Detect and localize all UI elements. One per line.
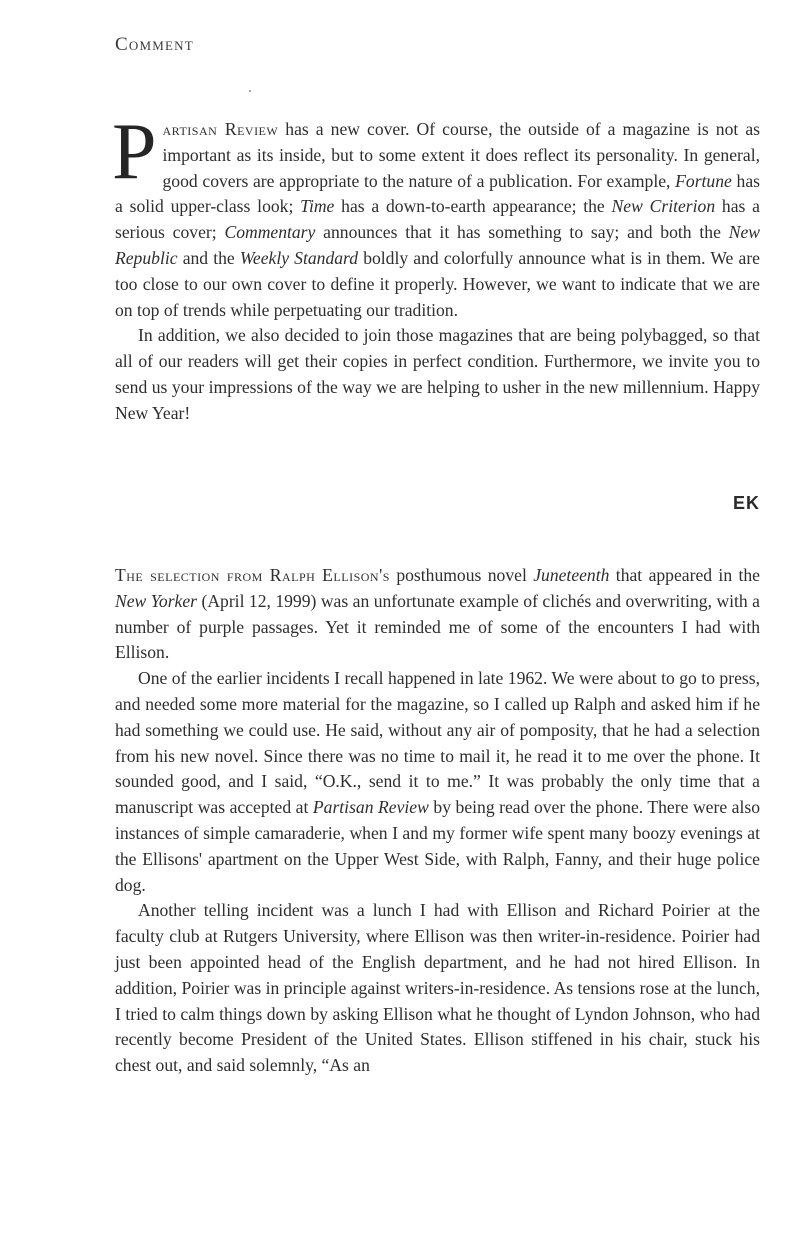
lead-in: The selection from Ralph Ellison's	[115, 565, 390, 585]
paragraph-2: In addition, we also decided to join those magazines that are being polybagged, so that all of our readers will get their copies in perfect condition. Furthermore, we invite you to send us your impressions of the way we are helping to usher in the new millennium. Happy New Year!	[115, 325, 760, 423]
text-run: posthumous novel	[389, 565, 534, 585]
text-run: has a new cover. Of course, the outside of a magazine is not as important as its inside, but to some extent it does reflect its personality. In general, good covers are appropriate to the nature of a publication. For example,	[162, 119, 760, 191]
title-new-criterion: New Criterion	[611, 196, 716, 217]
title-weekly-standard: Weekly Standard	[239, 247, 359, 268]
title-time: Time	[300, 196, 335, 217]
title-fortune: Fortune	[675, 170, 732, 191]
text-run: has a solid upper-class look;	[115, 170, 760, 217]
title-commentary: Commentary	[224, 222, 316, 243]
text-run: by being read over the phone. There were also instances of simple camaraderie, when I and my former wife spent many boozy evenings at the Ellisons' apartment on the Upper West Side, with Ralph, Fanny, and their huge police dog.	[115, 797, 761, 895]
text-run: has a down-to-earth appearance; the	[334, 196, 612, 217]
text-run: (April 12, 1999) was an unfortunate example of clichés and overwriting, with a number of purple passages. Yet it reminded me of some of the encounters I had with Ellison.	[115, 590, 760, 663]
text-run: announces that it has something to say; and both the	[315, 222, 729, 243]
drop-cap: P	[112, 108, 157, 196]
running-head: Comment	[115, 34, 194, 55]
editorial-comment-2	[115, 563, 760, 1079]
text-run: and the	[177, 247, 240, 268]
title-new-yorker: New Yorker	[115, 590, 198, 611]
author-initials: EK	[732, 493, 760, 513]
paragraph-1	[115, 563, 760, 666]
paragraph-2	[115, 666, 760, 898]
text-run: boldly and colorfully announce what is in them. We are too close to our own cover to define it properly. However, we want to indicate that we are on top of trends while perpetuating our tradition.	[115, 247, 760, 320]
title-new-republic: New Republic	[115, 222, 760, 268]
text-run: One of the earlier incidents I recall happened in late 1962. We were about to go to press, and needed some more material for the magazine, so I called up Ralph and asked him if he had something we could use. He said, without any air of pomposity, that he had a selection from his new novel. Since there was no time to mail it, he read it to me over the phone. It sounded good, and I said, “O.K., send it to me.” It was probably the only time that a manuscript was accepted at	[115, 668, 760, 818]
paragraph-1	[112, 108, 760, 323]
title-juneteenth: Juneteenth	[533, 565, 610, 585]
paragraph-3: Another telling incident was a lunch I had with Ellison and Richard Poirier at the faculty club at Rutgers University, where Ellison was then writer-in-residence. Poirier had just been appointed head of the English department, and he had not hired Ellison. In addition, Poirier was in principle against writers-in-residence. As tensions rose at the lunch, I tried to calm things down by asking Ellison what he thought of Lyndon Johnson, who had recently become President of the United States. Ellison stiffened in his chair, stuck his chest out, and said solemnly, “As an	[115, 900, 760, 1076]
editorial-comment-1	[112, 108, 760, 427]
text-run: that appeared in the	[609, 565, 760, 585]
lead-in: artisan Review	[162, 119, 279, 139]
print-speck	[249, 90, 251, 92]
title-partisan-review: Partisan Review	[312, 797, 429, 818]
text-run: has a serious cover;	[115, 196, 760, 243]
